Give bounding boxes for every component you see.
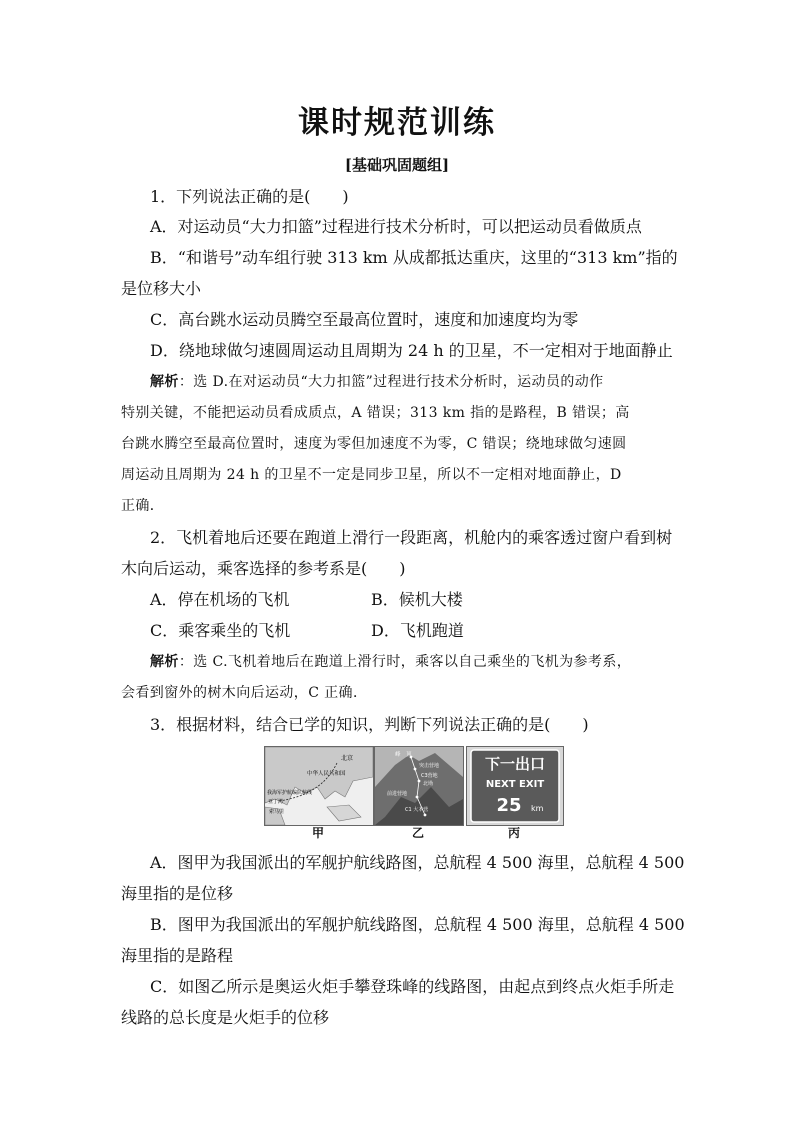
q3-stem: 3．根据材料，结合已学的知识，判断下列说法正确的是( ) (150, 715, 589, 734)
q3-option-a-cont: 海里指的是位移 (121, 884, 234, 903)
q2-stem: 2．飞机着地后还要在跑道上滑行一段距离，机舱内的乘客透过窗户看到树 (150, 528, 673, 547)
q1-explanation-line: 特别关键，不能把运动员看成质点，A 错误；313 km 指的是路程，B 错误；高 (121, 405, 630, 421)
q1-explanation-text: ：选 D.在对运动员“大力扣篮”过程进行技术分析时，运动员的动作 (178, 374, 604, 390)
mountain-graphic (375, 747, 463, 825)
page-title: 课时规范训练 (298, 105, 496, 141)
q3-option-b: B．图甲为我国派出的军舰护航线路图，总航程 4 500 海里，总航程 4 500 (150, 915, 685, 934)
q3-option-c: C．如图乙所示是奥运火炬手攀登珠峰的线路图，由起点到终点火炬手所走 (150, 977, 675, 996)
figure-bing-caption: 丙 (507, 826, 520, 840)
map-label-gulf: 亚丁湾 (268, 799, 284, 805)
q2-explanation-label: 解析 (150, 654, 179, 670)
q1-explanation-line: 周运动且周期为 24 h 的卫星不一定是同步卫星，所以不一定相对地面静止，D (121, 467, 622, 483)
q2-option-d: D．飞机跑道 (371, 621, 464, 640)
sign-distance: 25 (496, 795, 522, 816)
q1-option-a: A．对运动员“大力扣篮”过程进行技术分析时，可以把运动员看做质点 (150, 217, 642, 236)
q1-option-c: C．高台跳水运动员腾空至最高位置时，速度和加速度均为零 (150, 310, 579, 329)
figure-yi-mountain (374, 746, 464, 826)
q1-stem: 1．下列说法正确的是( ) (150, 187, 349, 206)
q2-stem-cont: 木向后运动，乘客选择的参考系是( ) (121, 559, 406, 578)
map-label-somalia: 索马里 (269, 809, 285, 815)
q1-explanation-label: 解析 (150, 374, 179, 390)
sign-text-en: NEXT EXIT (485, 779, 545, 790)
mountain-label-advance: 前进营地 (387, 791, 408, 797)
q1-option-b: B．“和谐号”动车组行驶 313 km 从成都抵达重庆，这里的“313 km”指的 (150, 248, 678, 267)
q3-option-a: A．图甲为我国派出的军舰护航线路图，总航程 4 500 海里，总航程 4 500 (150, 853, 685, 872)
sign-graphic (467, 747, 563, 825)
map-graphic (265, 747, 373, 825)
q1-explanation-line (150, 372, 604, 392)
figure-bing-sign (466, 746, 564, 826)
mountain-label-c3: C3营地 (421, 773, 438, 779)
q1-explanation-line: 正确． (121, 498, 165, 514)
q1-option-b-cont: 是位移大小 (121, 279, 202, 298)
map-label-beijing: 北京 (341, 755, 354, 762)
figure-jia-caption: 甲 (311, 826, 324, 840)
sign-text-cn: 下一出口 (484, 755, 546, 773)
sign-unit: km (531, 804, 544, 813)
q1-explanation-line: 台跳水腾空至最高位置时，速度为零但加速度不为零，C 错误；绕地球做匀速圆 (121, 436, 627, 452)
q2-option-c: C．乘客乘坐的飞机 (150, 621, 291, 640)
map-label-country: 中华人民共和国 (307, 771, 346, 777)
mountain-label-base: C1 大本营 (405, 807, 429, 813)
mountain-label-assault: 突击营地 (419, 763, 440, 769)
mountain-label-north-col: 北坳 (423, 781, 434, 787)
mountain-label-summit: 峰 顶 (395, 752, 412, 758)
q2-explanation-line: 会看到窗外的树木向后运动，C 正确． (121, 685, 368, 701)
q2-explanation-line (150, 652, 631, 672)
section-label: [基础巩固题组] (344, 156, 450, 174)
q3-option-b-cont: 海里指的是路程 (121, 946, 234, 965)
figure-yi-caption: 乙 (411, 826, 424, 840)
q3-option-c-cont: 线路的总长度是火炬手的位移 (121, 1008, 330, 1027)
q2-explanation-text: ：选 C.飞机着地后在跑道上滑行时，乘客以自己乘坐的飞机为参考系， (178, 654, 632, 670)
q2-option-b: B．候机大楼 (371, 590, 463, 609)
figure-jia-map (264, 746, 374, 826)
map-label-route: 我海军护航编队航线 (267, 790, 313, 796)
q1-option-d: D．绕地球做匀速圆周运动且周期为 24 h 的卫星，不一定相对于地面静止 (150, 341, 673, 360)
q2-option-a: A．停在机场的飞机 (150, 590, 290, 609)
